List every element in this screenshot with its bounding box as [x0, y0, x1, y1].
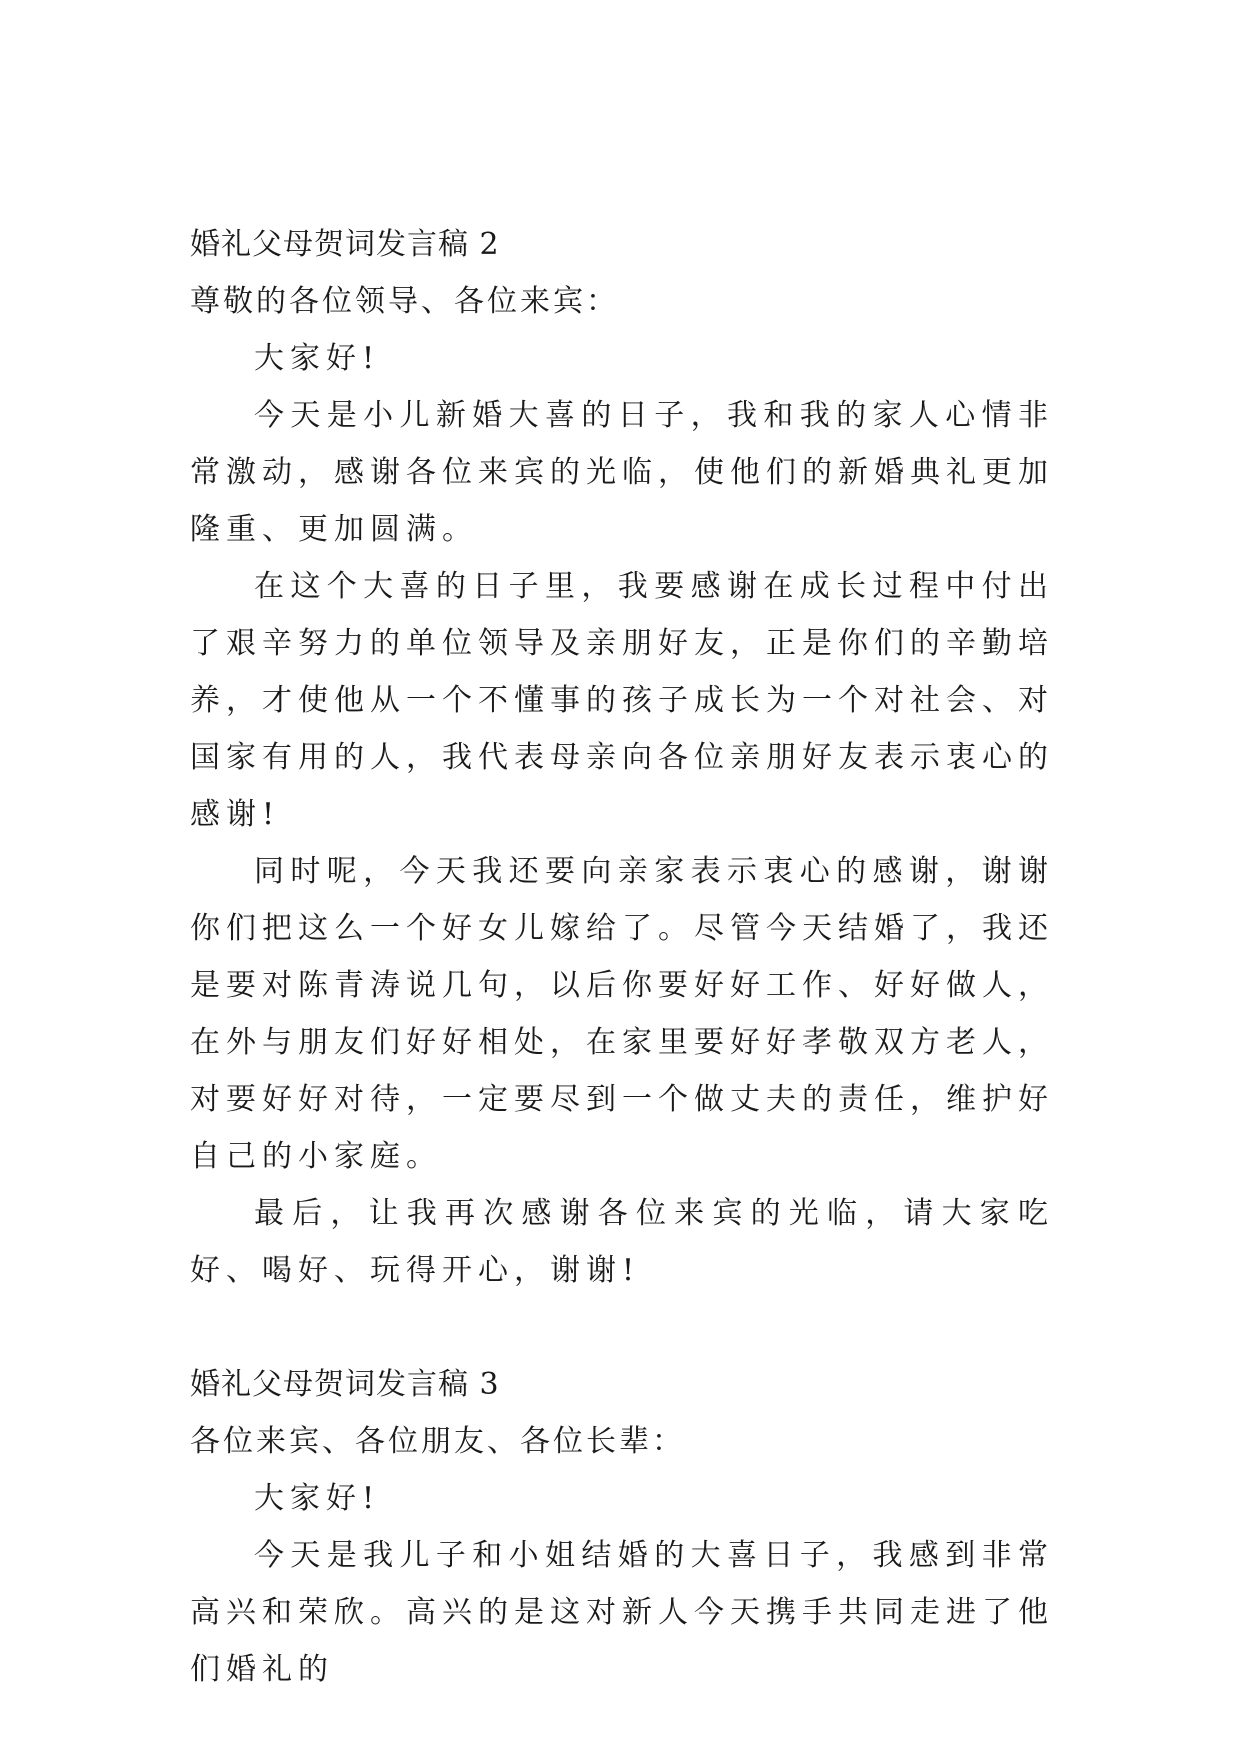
speech-section-2	[190, 216, 1054, 1299]
section-spacer	[190, 1299, 1054, 1356]
paragraph: 大家好!	[254, 341, 381, 376]
section-title: 婚礼父母贺词发言稿 2	[190, 227, 500, 262]
paragraph: 在这个大喜的日子里，我要感谢在成长过程中付出了艰辛努力的单位领导及亲朋好友，正是你们的辛勤培养，才使他从一个不懂事的孩子成长为一个对社会、对国家有用的人，我代表母亲向各位亲朋好友表示衷心的感谢!	[190, 569, 1054, 832]
section-title: 婚礼父母贺词发言稿 3	[190, 1367, 500, 1402]
paragraph: 最后，让我再次感谢各位来宾的光临，请大家吃好、喝好、玩得开心，谢谢!	[190, 1196, 1054, 1288]
salutation: 各位来宾、各位朋友、各位长辈：	[190, 1424, 685, 1459]
salutation: 尊敬的各位领导、各位来宾：	[190, 284, 619, 319]
paragraph: 今天是小儿新婚大喜的日子，我和我的家人心情非常激动，感谢各位来宾的光临，使他们的新婚典礼更加隆重、更加圆满。	[190, 398, 1054, 547]
speech-section-3	[190, 1356, 1054, 1698]
paragraph: 同时呢，今天我还要向亲家表示衷心的感谢，谢谢你们把这么一个好女儿嫁给了。尽管今天结婚了，我还是要对陈青涛说几句，以后你要好好工作、好好做人，在外与朋友们好好相处，在家里要好好孝敬双方老人，对要好好对待，一定要尽到一个做丈夫的责任，维护好自己的小家庭。	[190, 854, 1054, 1174]
paragraph: 大家好!	[254, 1481, 381, 1516]
document-body	[190, 216, 1054, 1698]
paragraph: 今天是我儿子和小姐结婚的大喜日子，我感到非常高兴和荣欣。高兴的是这对新人今天携手共同走进了他们婚礼的	[190, 1538, 1054, 1687]
